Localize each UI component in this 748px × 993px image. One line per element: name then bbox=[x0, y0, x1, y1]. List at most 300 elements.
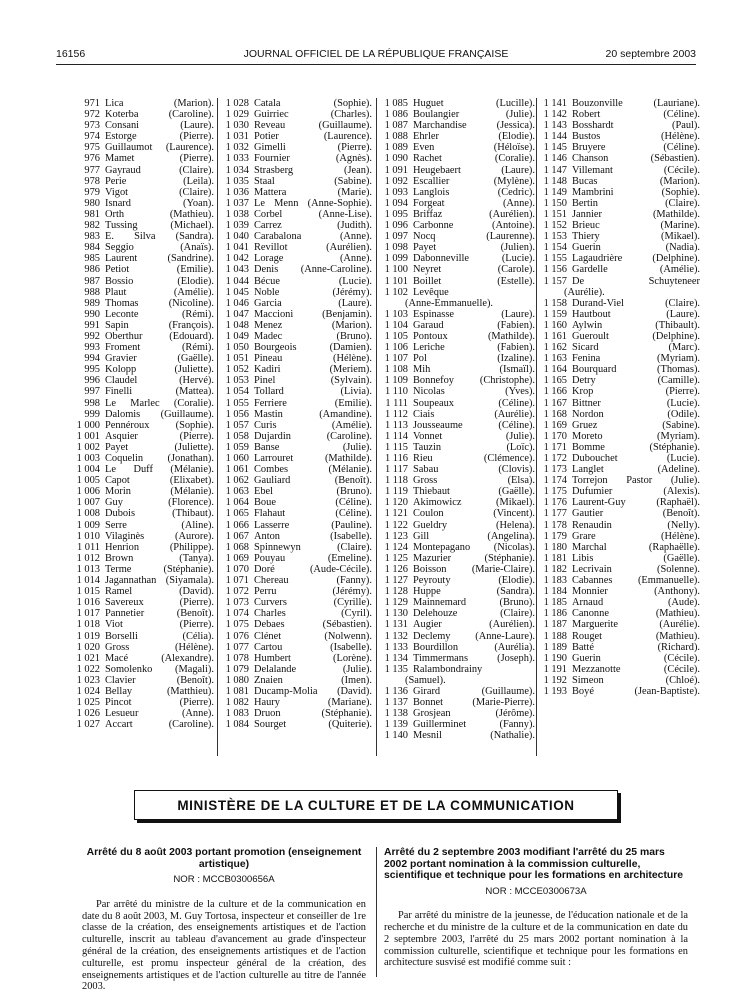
rank-number: 1 024 bbox=[76, 685, 100, 697]
list-item bbox=[540, 253, 700, 264]
list-item bbox=[60, 464, 214, 475]
person-name: Forgeat (Anne). bbox=[413, 197, 535, 209]
list-item bbox=[60, 364, 214, 375]
person-name: Sabau (Clovis). bbox=[413, 464, 535, 476]
person-name: Bourdillon (Aurélia). bbox=[413, 641, 535, 653]
rank-number: 1 066 bbox=[225, 519, 249, 531]
person-name: Pontoux (Mathilde). bbox=[413, 330, 535, 342]
rank-number: 1 075 bbox=[225, 619, 249, 631]
rank-number: 1 132 bbox=[384, 630, 408, 642]
rank-number: 1 105 bbox=[384, 330, 408, 342]
rank-number: 1 164 bbox=[543, 364, 567, 376]
rank-number: 1 064 bbox=[225, 497, 249, 509]
person-name: Asquier (Pierre). bbox=[105, 430, 214, 442]
list-item bbox=[381, 309, 535, 320]
person-name: Strasberg (Jean). bbox=[254, 164, 372, 176]
decree-nor: NOR : MCCE0300673A bbox=[485, 885, 587, 897]
person-name: Dufumier (Alexis). bbox=[572, 486, 700, 498]
person-name: Tauzin (Loïc). bbox=[413, 441, 535, 453]
list-item bbox=[222, 165, 372, 176]
rank-number: 1 171 bbox=[543, 441, 567, 453]
list-item bbox=[381, 264, 535, 275]
list-item bbox=[540, 420, 700, 431]
person-name: Morin (Mélanie). bbox=[105, 486, 214, 498]
rank-number: 1 127 bbox=[384, 575, 408, 587]
list-item bbox=[60, 231, 214, 242]
person-name: Le Duff (Mélanie). bbox=[105, 464, 214, 476]
rank-number: 1 190 bbox=[543, 652, 567, 664]
rank-number: 1 044 bbox=[225, 275, 249, 287]
rank-number: 1 152 bbox=[543, 220, 567, 232]
rank-number: 1 013 bbox=[76, 563, 100, 575]
rank-number: 1 014 bbox=[76, 575, 100, 587]
rank-number: 1 004 bbox=[76, 464, 100, 476]
rank-number: 1 139 bbox=[384, 719, 408, 731]
person-name: Chereau (Fanny). bbox=[254, 575, 372, 587]
person-name: Jannier (Mathilde). bbox=[572, 208, 700, 220]
person-name: Debaes (Sébastien). bbox=[254, 619, 372, 631]
person-name: Chanson (Sébastien). bbox=[572, 153, 700, 165]
list-item bbox=[222, 131, 372, 142]
rank-number: 1 165 bbox=[543, 375, 567, 387]
rank-number: 1 128 bbox=[384, 586, 408, 598]
rank-number: 1 145 bbox=[543, 142, 567, 154]
list-item bbox=[381, 253, 535, 264]
person-name: Laurent (Sandrine). bbox=[105, 253, 214, 265]
list-item bbox=[540, 597, 700, 608]
person-name: Curis (Amélie). bbox=[254, 419, 372, 431]
rank-number: 1 025 bbox=[76, 697, 100, 709]
list-item bbox=[222, 642, 372, 653]
person-name: Jagannathan (Siyamala). bbox=[105, 575, 214, 587]
rank-number: 1 005 bbox=[76, 475, 100, 487]
rank-number: 973 bbox=[84, 120, 100, 132]
column-divider bbox=[217, 98, 218, 756]
person-name: Cartou (Isabelle). bbox=[254, 641, 372, 653]
list-item bbox=[540, 686, 700, 697]
list-item bbox=[381, 364, 535, 375]
rank-number: 1 046 bbox=[225, 297, 249, 309]
person-name: Banse (Julie). bbox=[254, 441, 372, 453]
rank-number: 1 016 bbox=[76, 597, 100, 609]
person-name: Declemy (Anne-Laure). bbox=[413, 630, 535, 642]
rank-number: 1 170 bbox=[543, 430, 567, 442]
list-item bbox=[540, 198, 700, 209]
list-item bbox=[222, 486, 372, 497]
person-name: Estorge (Pierre). bbox=[105, 131, 214, 143]
list-item bbox=[540, 386, 700, 397]
rank-number: 985 bbox=[84, 253, 100, 265]
list-item bbox=[381, 109, 535, 120]
person-name: Delehouze (Claire). bbox=[413, 608, 535, 620]
rank-number: 990 bbox=[84, 308, 100, 320]
person-name: Mattera (Marie). bbox=[254, 186, 372, 198]
list-item bbox=[222, 242, 372, 253]
rank-number: 1 068 bbox=[225, 541, 249, 553]
person-name: Rouget (Mathieu). bbox=[572, 630, 700, 642]
rank-number: 1 063 bbox=[225, 486, 249, 498]
article-divider bbox=[376, 847, 377, 977]
name-column-1 bbox=[60, 98, 214, 730]
list-item bbox=[540, 320, 700, 331]
rank-number: 1 098 bbox=[384, 242, 408, 254]
person-name: Bécue (Lucie). bbox=[254, 275, 372, 287]
rank-number: 1 143 bbox=[543, 120, 567, 132]
rank-number: 1 120 bbox=[384, 497, 408, 509]
person-name: Pouyau (Emeline). bbox=[254, 552, 372, 564]
list-item bbox=[60, 386, 214, 397]
list-item bbox=[381, 464, 535, 475]
person-name-continuation: (Samuel). bbox=[405, 674, 446, 686]
rank-number: 1 158 bbox=[543, 297, 567, 309]
list-item bbox=[540, 520, 700, 531]
person-name: Pol (Izaline). bbox=[413, 353, 535, 365]
list-item bbox=[381, 697, 535, 708]
person-name: Oberthur (Edouard). bbox=[105, 330, 214, 342]
list-item bbox=[540, 464, 700, 475]
person-name: Coquelin (Jonathan). bbox=[105, 453, 214, 464]
list-item bbox=[381, 231, 535, 242]
person-name: Lica (Marion). bbox=[105, 98, 214, 109]
rank-number: 1 183 bbox=[543, 575, 567, 587]
list-item bbox=[540, 276, 700, 287]
list-item bbox=[60, 176, 214, 187]
list-item bbox=[222, 409, 372, 420]
person-name: Garcia (Laure). bbox=[254, 297, 372, 309]
person-name: Boulangier (Julie). bbox=[413, 109, 535, 121]
rank-number: 995 bbox=[84, 364, 100, 376]
person-name: Boisson (Marie-Claire). bbox=[413, 563, 535, 575]
list-item bbox=[540, 364, 700, 375]
rank-number: 1 060 bbox=[225, 453, 249, 464]
list-item bbox=[60, 409, 214, 420]
list-item bbox=[381, 120, 535, 131]
person-name: Marchandise (Jessica). bbox=[413, 120, 535, 132]
list-item bbox=[222, 453, 372, 464]
list-item bbox=[60, 142, 214, 153]
rank-number: 1 069 bbox=[225, 552, 249, 564]
list-item bbox=[540, 542, 700, 553]
rank-number: 1 096 bbox=[384, 220, 408, 232]
rank-number: 994 bbox=[84, 353, 100, 365]
list-item bbox=[381, 520, 535, 531]
list-item bbox=[381, 242, 535, 253]
list-item bbox=[381, 276, 535, 287]
list-item bbox=[540, 298, 700, 309]
list-item bbox=[381, 287, 535, 298]
rank-number: 978 bbox=[84, 175, 100, 187]
rank-number: 1 047 bbox=[225, 308, 249, 320]
person-name: Lagaudrière (Delphine). bbox=[572, 253, 700, 265]
rank-number: 1 130 bbox=[384, 608, 408, 620]
list-item bbox=[60, 264, 214, 275]
rank-number: 1 078 bbox=[225, 652, 249, 664]
list-item bbox=[381, 431, 535, 442]
rank-number: 1 045 bbox=[225, 286, 249, 298]
list-item bbox=[222, 619, 372, 630]
person-name: Durand-Viel (Claire). bbox=[572, 297, 700, 309]
list-item bbox=[381, 642, 535, 653]
rank-number: 1 115 bbox=[385, 441, 408, 453]
rank-number: 991 bbox=[84, 319, 100, 331]
list-item bbox=[60, 242, 214, 253]
list-item bbox=[381, 165, 535, 176]
list-item bbox=[60, 309, 214, 320]
person-name: Grosjean (Jérôme). bbox=[413, 708, 535, 720]
list-item bbox=[540, 242, 700, 253]
person-name: Neyret (Carole). bbox=[413, 264, 535, 276]
rank-number: 1 043 bbox=[225, 264, 249, 276]
rank-number: 1 072 bbox=[225, 586, 249, 598]
list-item bbox=[381, 420, 535, 431]
ministry-heading-box bbox=[134, 790, 618, 820]
rank-number: 1 157 bbox=[543, 275, 567, 287]
decree-title: Arrêté du 2 septembre 2003 modifiant l'arrêté du 25 mars 2002 portant nomination à la commission culturelle, scientifique et technique pour les formations en architecture bbox=[384, 847, 684, 881]
rank-number: 1 136 bbox=[384, 685, 408, 697]
rank-number: 1 131 bbox=[384, 619, 408, 631]
person-name: Clavier (Benoît). bbox=[105, 674, 214, 686]
list-item bbox=[60, 398, 214, 409]
person-name: Maccioni (Benjamin). bbox=[254, 308, 372, 320]
rank-number: 1 002 bbox=[76, 441, 100, 453]
list-item bbox=[381, 198, 535, 209]
person-name: Renaudin (Nelly). bbox=[572, 519, 700, 531]
rank-number: 1 028 bbox=[225, 98, 249, 109]
person-name: Haury (Mariane). bbox=[254, 697, 372, 709]
rank-number: 1 071 bbox=[225, 575, 249, 587]
rank-number: 1 135 bbox=[384, 663, 408, 675]
rank-number: 1 012 bbox=[76, 552, 100, 564]
list-item bbox=[60, 486, 214, 497]
person-name: Humbert (Lorène). bbox=[254, 652, 372, 664]
rank-number: 1 153 bbox=[543, 231, 567, 243]
person-name: Mamet (Pierre). bbox=[105, 153, 214, 165]
rank-number: 1 032 bbox=[225, 142, 249, 154]
list-item bbox=[60, 331, 214, 342]
list-item bbox=[60, 153, 214, 164]
rank-number: 1 191 bbox=[543, 663, 567, 675]
list-item bbox=[381, 442, 535, 453]
rank-number: 1 095 bbox=[384, 208, 408, 220]
list-item bbox=[60, 453, 214, 464]
list-item bbox=[540, 431, 700, 442]
person-name: Isnard (Yoan). bbox=[105, 197, 214, 209]
person-name-continuation: (Aurélie). bbox=[564, 286, 605, 298]
list-item bbox=[540, 486, 700, 497]
rank-number: 1 055 bbox=[225, 397, 249, 409]
rank-number: 1 065 bbox=[225, 508, 249, 520]
rank-number: 1 185 bbox=[543, 597, 567, 609]
rank-number: 1 114 bbox=[385, 430, 408, 442]
rank-number: 975 bbox=[84, 142, 100, 154]
person-name: Ciais (Aurélie). bbox=[413, 408, 535, 420]
rank-number: 999 bbox=[84, 408, 100, 420]
list-item bbox=[60, 353, 214, 364]
rank-number: 1 162 bbox=[543, 342, 567, 354]
person-name: Orth (Mathieu). bbox=[105, 208, 214, 220]
list-item bbox=[60, 98, 214, 109]
rank-number: 1 036 bbox=[225, 186, 249, 198]
person-name: E. Silva (Sandra). bbox=[105, 231, 214, 243]
person-name: Mastin (Amandine). bbox=[254, 408, 372, 420]
rank-number: 1 141 bbox=[543, 98, 567, 109]
rank-number: 1 116 bbox=[385, 453, 408, 464]
list-item bbox=[540, 165, 700, 176]
list-item bbox=[540, 142, 700, 153]
rank-number: 1 000 bbox=[76, 419, 100, 431]
person-name: Finelli (Mattea). bbox=[105, 386, 214, 398]
person-name: Ramel (David). bbox=[105, 586, 214, 598]
list-item bbox=[381, 608, 535, 619]
person-name: Libis (Gaëlle). bbox=[572, 552, 700, 564]
person-name: Spinnewyn (Claire). bbox=[254, 541, 372, 553]
person-name: Mih (Ismaïl). bbox=[413, 364, 535, 376]
person-name: Druon (Stéphanie). bbox=[254, 708, 372, 720]
list-item bbox=[540, 653, 700, 664]
list-item bbox=[60, 686, 214, 697]
list-item bbox=[222, 375, 372, 386]
list-item bbox=[60, 631, 214, 642]
list-item bbox=[222, 520, 372, 531]
rank-number: 988 bbox=[84, 286, 100, 298]
list-item bbox=[60, 497, 214, 508]
rank-number: 1 039 bbox=[225, 220, 249, 232]
rank-number: 1 062 bbox=[225, 475, 249, 487]
list-item bbox=[540, 187, 700, 198]
list-item bbox=[540, 497, 700, 508]
person-name: Bomme (Stéphanie). bbox=[572, 441, 700, 453]
rank-number: 1 029 bbox=[225, 109, 249, 121]
person-name: Bustos (Hélène). bbox=[572, 131, 700, 143]
person-name: Mambrini (Sophie). bbox=[572, 186, 700, 198]
rank-number: 1 160 bbox=[543, 319, 567, 331]
list-item bbox=[222, 719, 372, 730]
rank-number: 1 006 bbox=[76, 486, 100, 498]
rank-number: 1 100 bbox=[384, 264, 408, 276]
person-name: Gruez (Sabine). bbox=[572, 419, 700, 431]
list-item bbox=[540, 564, 700, 575]
person-name: Dujardin (Caroline). bbox=[254, 430, 372, 442]
person-name: Marguerite (Aurélie). bbox=[572, 619, 700, 631]
rank-number: 1 107 bbox=[384, 353, 408, 365]
person-name: Gill (Angelina). bbox=[413, 530, 535, 542]
person-name: Lorage (Anne). bbox=[254, 253, 372, 265]
rank-number: 979 bbox=[84, 186, 100, 198]
person-name: Briffaz (Aurélien). bbox=[413, 208, 535, 220]
list-item bbox=[222, 631, 372, 642]
person-name: Boue (Céline). bbox=[254, 497, 372, 509]
person-name: Sourget (Quiterie). bbox=[254, 719, 372, 731]
rank-number: 993 bbox=[84, 342, 100, 354]
rank-number: 1 138 bbox=[384, 708, 408, 720]
person-name: Henrion (Philippe). bbox=[105, 541, 214, 553]
rank-number: 1 102 bbox=[384, 286, 408, 298]
person-name: Bouzonville (Lauriane). bbox=[572, 98, 700, 109]
person-name: Guirriec (Charles). bbox=[254, 109, 372, 121]
list-item bbox=[60, 531, 214, 542]
rank-number: 1 035 bbox=[225, 175, 249, 187]
person-name: Bourquard (Thomas). bbox=[572, 364, 700, 376]
person-name: Gauliard (Benoît). bbox=[254, 475, 372, 487]
list-item bbox=[60, 475, 214, 486]
person-name: Pannetier (Benoît). bbox=[105, 608, 214, 620]
rank-number: 1 147 bbox=[543, 164, 567, 176]
list-item bbox=[381, 586, 535, 597]
list-item bbox=[222, 309, 372, 320]
list-item bbox=[381, 564, 535, 575]
person-name: Guerin (Cécile). bbox=[572, 652, 700, 664]
list-item bbox=[381, 409, 535, 420]
person-name: Bourgeois (Damien). bbox=[254, 342, 372, 354]
person-name: Pincot (Pierre). bbox=[105, 697, 214, 709]
list-item bbox=[540, 608, 700, 619]
rank-number: 1 088 bbox=[384, 131, 408, 143]
list-item bbox=[540, 153, 700, 164]
person-name: Canonne (Mathieu). bbox=[572, 608, 700, 620]
person-name: Le Menn (Anne-Sophie). bbox=[254, 197, 372, 209]
rank-number: 1 034 bbox=[225, 164, 249, 176]
person-name: Flahaut (Céline). bbox=[254, 508, 372, 520]
person-name: Somolenko (Magali). bbox=[105, 663, 214, 675]
person-name: Boillet (Estelle). bbox=[413, 275, 535, 287]
person-name: Bonnefoy (Christophe). bbox=[413, 375, 535, 387]
rank-number: 998 bbox=[84, 397, 100, 409]
rank-number: 1 031 bbox=[225, 131, 249, 143]
person-name: Consani (Laure). bbox=[105, 120, 214, 132]
list-item bbox=[540, 120, 700, 131]
person-name: Gardelle (Amélie). bbox=[572, 264, 700, 276]
person-name: Borselli (Célia). bbox=[105, 630, 214, 642]
list-item bbox=[381, 153, 535, 164]
person-name: Accart (Caroline). bbox=[105, 719, 214, 731]
person-name: Kadiri (Meriem). bbox=[254, 364, 372, 376]
list-item bbox=[60, 520, 214, 531]
list-item bbox=[222, 220, 372, 231]
decree-nor: NOR : MCCB0300656A bbox=[173, 874, 275, 885]
person-name: Znaien (Imen). bbox=[254, 674, 372, 686]
column-divider bbox=[536, 98, 537, 756]
decree-title: Arrêté du 8 août 2003 portant promotion (enseignement artistique) bbox=[86, 847, 362, 870]
person-name: Guillerminet (Fanny). bbox=[413, 719, 535, 731]
rank-number: 1 154 bbox=[543, 242, 567, 254]
rank-number: 1 019 bbox=[76, 630, 100, 642]
rank-number: 1 008 bbox=[76, 508, 100, 520]
list-item bbox=[222, 475, 372, 486]
person-name: Kolopp (Juliette). bbox=[105, 364, 214, 376]
list-item bbox=[222, 398, 372, 409]
person-name: Peyrouty (Elodie). bbox=[413, 575, 535, 587]
list-item bbox=[60, 553, 214, 564]
rank-number: 1 037 bbox=[225, 197, 249, 209]
rank-number: 1 121 bbox=[384, 508, 408, 520]
person-name: Guy (Florence). bbox=[105, 497, 214, 509]
rank-number: 1 109 bbox=[384, 375, 408, 387]
rank-number: 1 142 bbox=[543, 109, 567, 121]
person-name: Noble (Jérémy). bbox=[254, 286, 372, 298]
list-item bbox=[540, 109, 700, 120]
rank-number: 1 038 bbox=[225, 208, 249, 220]
list-item bbox=[540, 586, 700, 597]
person-name: Dubois (Thibaut). bbox=[105, 508, 214, 520]
list-item bbox=[540, 353, 700, 364]
rank-number: 1 110 bbox=[385, 386, 408, 398]
person-name: Sicard (Marc). bbox=[572, 342, 700, 354]
rank-number: 1 082 bbox=[225, 697, 249, 709]
person-name: Larrouret (Mathilde). bbox=[254, 453, 372, 464]
person-name: Reveau (Guillaume). bbox=[254, 120, 372, 132]
list-item bbox=[60, 342, 214, 353]
person-name: Gravier (Gaëlle). bbox=[105, 353, 214, 365]
